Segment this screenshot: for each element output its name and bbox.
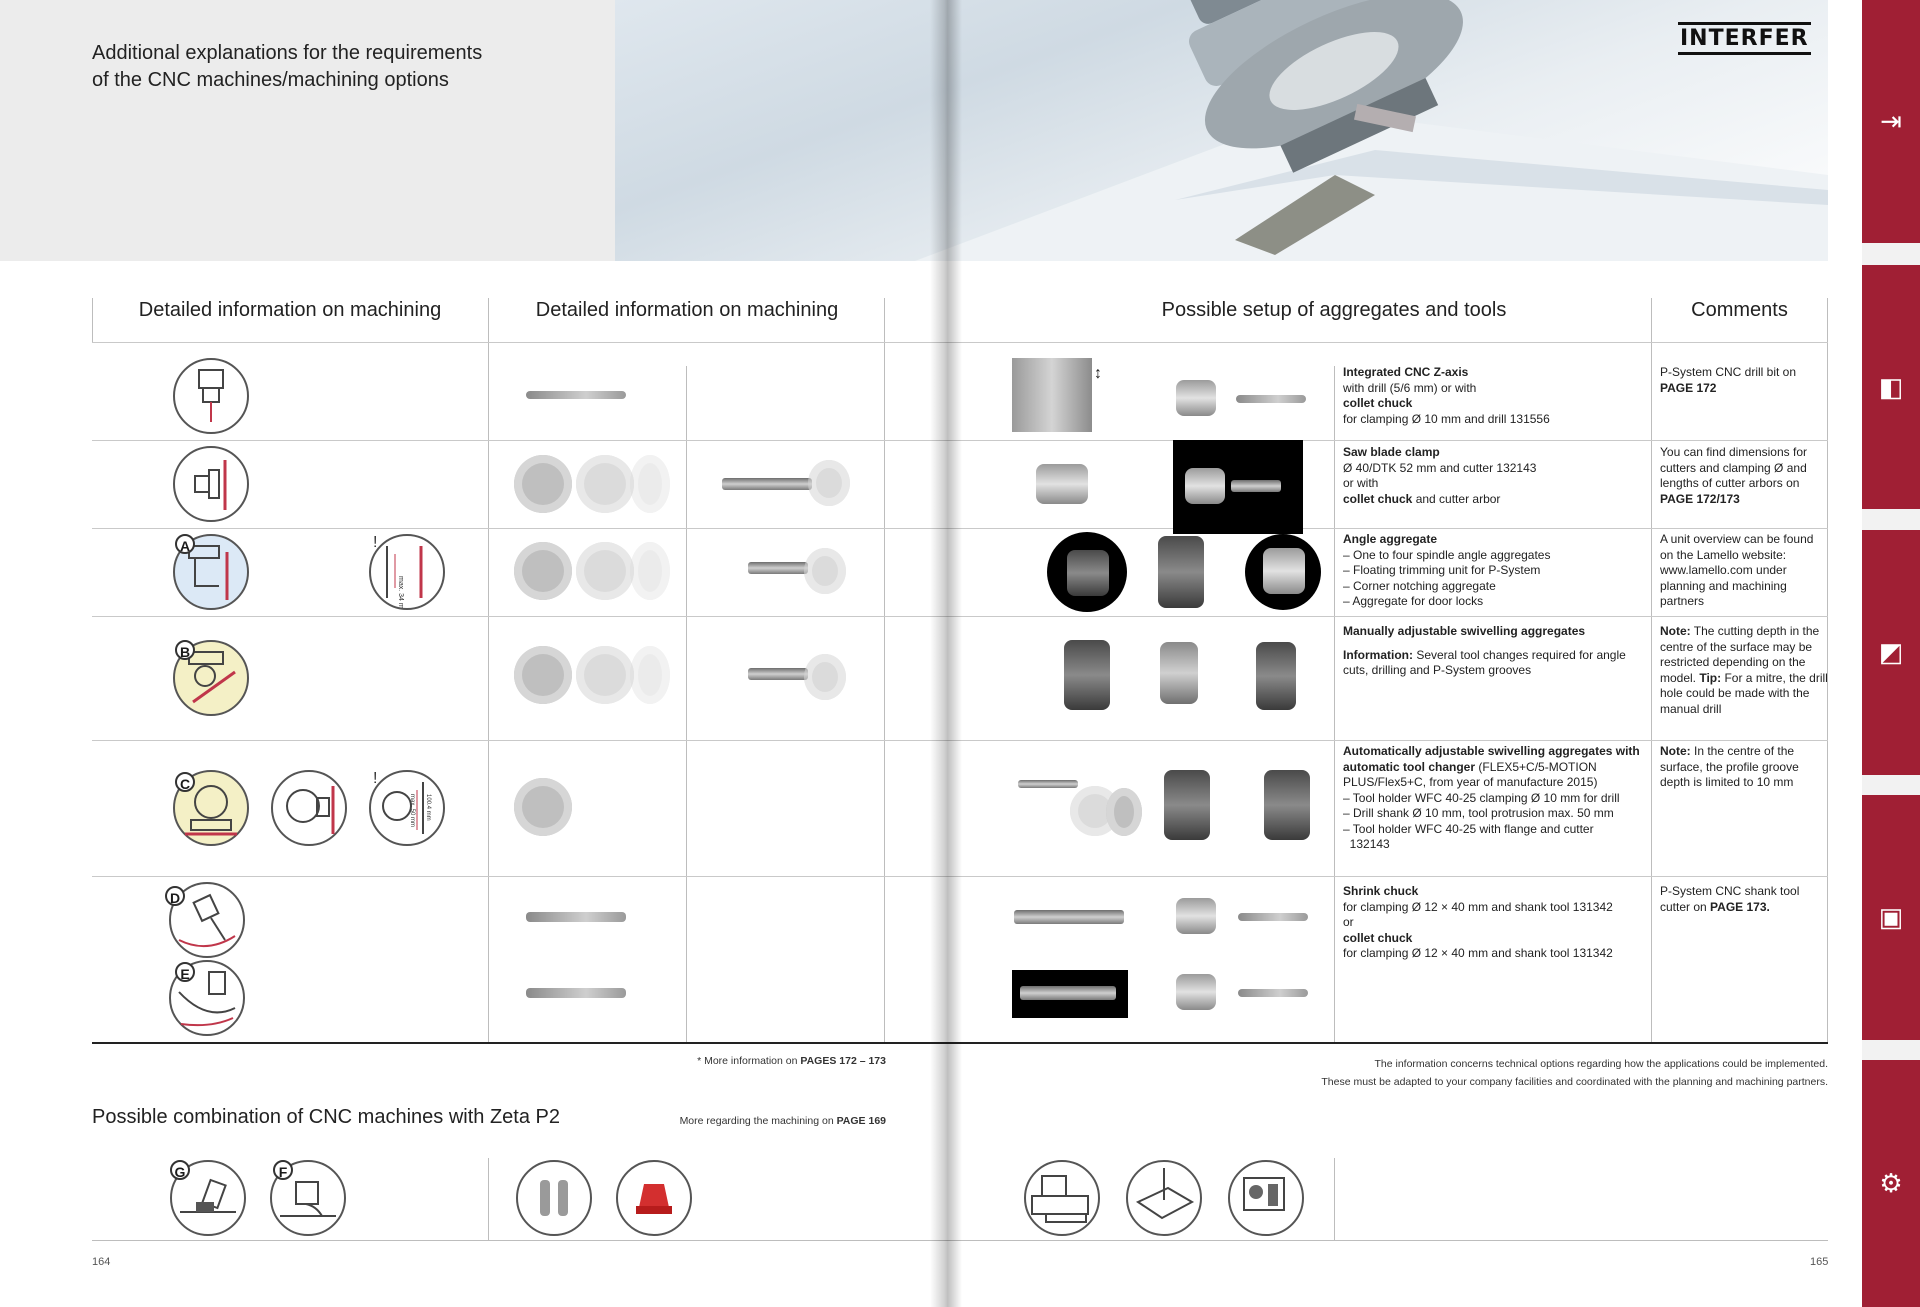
grid-line	[92, 616, 1828, 617]
cutter-image	[514, 455, 572, 513]
grid-line	[92, 876, 1828, 877]
row3-line: – Corner notching aggregate	[1343, 578, 1496, 593]
grid-line	[1334, 366, 1335, 1042]
cnc-spindle-image	[615, 0, 1828, 261]
shank-tool-image	[1238, 913, 1308, 921]
cutter-image	[630, 542, 670, 600]
saw-blade-diagram	[173, 446, 249, 522]
shrink-chuck-photo	[1012, 970, 1128, 1018]
row1-title: Integrated CNC Z-axis	[1343, 365, 1469, 379]
grid-line	[1334, 1158, 1335, 1240]
grid-line	[488, 1158, 489, 1240]
warning-mark: !	[373, 770, 378, 787]
row6-line: for clamping Ø 12 × 40 mm and shank tool 131342	[1343, 899, 1613, 914]
row4-note-text: The cutting depth in the centre of the surface may be restricted depending on the model.	[1660, 624, 1820, 685]
row4-info-text: Several tool changes required for angle cuts, drilling and P-System grooves	[1343, 647, 1626, 677]
drill-bit-image	[526, 391, 626, 399]
cabinet-icon: ◧	[1878, 371, 1904, 402]
tool-changer-aggregate-photo	[1164, 770, 1210, 840]
row5-comment	[1660, 744, 1830, 791]
badge-a: A	[175, 534, 195, 554]
row1-comment-page-link[interactable]: PAGE 172	[1660, 380, 1717, 395]
column-header-4: Comments	[1691, 299, 1788, 321]
row1-title2: collet chuck	[1343, 396, 1413, 410]
cutter-arbor-image	[722, 478, 812, 490]
furniture-icon: ▣	[1878, 902, 1904, 932]
cutter-image	[576, 455, 634, 513]
row5-line: 132143	[1343, 837, 1390, 851]
row2-comment-text: You can find dimensions for cutters and clamping Ø and lengths of cutter arbors on	[1660, 445, 1807, 490]
warning-mark: !	[373, 534, 378, 551]
combination-section-title: Possible combination of CNC machines with Zeta P2	[92, 1106, 560, 1128]
auto-swivel-dimension-diagram	[369, 770, 445, 846]
more-info-footnote	[600, 1055, 886, 1067]
cutter-arbor-image	[748, 562, 808, 574]
row2-comment	[1660, 445, 1830, 507]
page-number-right: 165	[1810, 1256, 1829, 1268]
grid-line	[92, 1240, 1828, 1241]
tab-furniture[interactable]	[1862, 795, 1920, 1040]
column-header-2: Detailed information on machining	[535, 299, 839, 321]
badge-d: D	[165, 886, 185, 906]
drill-image	[1018, 780, 1078, 788]
tab-doors[interactable]	[1862, 0, 1920, 243]
row2-line: Ø 40/DTK 52 mm and cutter 132143	[1343, 460, 1537, 475]
grid-line	[884, 298, 885, 1042]
cutter-image	[804, 654, 846, 700]
row6-description	[1343, 884, 1648, 962]
cutter-image	[1106, 788, 1142, 836]
section-tab-strip	[1862, 0, 1920, 1307]
row2-line: or with	[1343, 476, 1379, 490]
row4-comment	[1660, 624, 1830, 717]
collet-chuck-image	[1176, 974, 1216, 1010]
row3-description	[1343, 532, 1648, 610]
badge-f: F	[273, 1160, 293, 1180]
dimension-label: max. 34 mm	[397, 576, 404, 608]
row4-title: Manually adjustable swivelling aggregates	[1343, 624, 1586, 638]
column-header-1: Detailed information on machining	[138, 299, 442, 321]
aggregate-image	[1067, 550, 1109, 596]
grid-line	[92, 298, 93, 342]
cutter-image	[576, 542, 634, 600]
warning-icon	[373, 770, 377, 788]
grid-line	[92, 528, 1828, 529]
swivel-aggregate-photo	[1256, 642, 1296, 710]
tab-cabinets[interactable]	[1862, 265, 1920, 509]
row5-tail: (FLEX5+C/5-MOTION PLUS/Flex5+C, from year of manufacture 2015)	[1343, 759, 1598, 789]
panel-icon: ◩	[1878, 637, 1904, 667]
collet-chuck-image	[1176, 380, 1216, 416]
grid-line	[92, 740, 1828, 741]
cnc-machine-icon	[1024, 1160, 1100, 1236]
saw-blade-clamp-image	[1036, 464, 1088, 504]
cutter-image	[514, 778, 572, 836]
title-line-2: of the CNC machines/machining options	[92, 69, 449, 91]
row4-tip-text: For a mitre, the drill hole could be made with the manual drill	[1660, 670, 1828, 716]
cutter-image	[630, 455, 670, 513]
door-icon: ⇥	[1880, 106, 1902, 136]
dimension-label: max. 50 mm	[409, 794, 415, 828]
cutter-image	[514, 542, 572, 600]
title-line-1: Additional explanations for the requirements	[92, 42, 483, 64]
row6-title: Shrink chuck	[1343, 884, 1419, 898]
vertical-arrow-icon: ↕	[1094, 365, 1102, 382]
grid-line	[686, 366, 687, 1042]
p-system-connectors-image	[516, 1160, 592, 1236]
cnc-z-axis-photo	[1012, 358, 1092, 432]
cutter-image	[804, 548, 846, 594]
disclaimer-line-1: The information concerns technical options regarding how the applications could be implemented.	[1374, 1058, 1828, 1070]
row5-title: Automatically adjustable swivelling aggregates with automatic tool changer	[1343, 744, 1640, 774]
row3-comment: A unit overview can be found on the Lamello website: www.lamello.com under planning and machining partners	[1660, 532, 1814, 608]
tool-icon: ⚙	[1879, 1168, 1903, 1198]
dimension-label: 100.4 mm	[425, 794, 431, 821]
auto-swivel-side-diagram	[271, 770, 347, 846]
row5-line: – Tool holder WFC 40-25 clamping Ø 10 mm for drill	[1343, 790, 1620, 805]
drill-image	[1236, 395, 1306, 403]
page-number-left: 164	[92, 1256, 111, 1268]
tab-panels[interactable]	[1862, 530, 1920, 775]
footnote-page-link[interactable]: PAGES 172 – 173	[800, 1055, 886, 1067]
angle-aggregate-photo	[1158, 536, 1204, 608]
z-axis-diagram	[173, 358, 249, 434]
page-title	[92, 40, 512, 94]
angle-aggregate-photo	[1047, 532, 1127, 612]
column-header-3: Possible setup of aggregates and tools	[1161, 299, 1507, 321]
row1-comment	[1660, 365, 1830, 396]
row3-title: Angle aggregate	[1343, 532, 1438, 546]
cutter-image	[630, 646, 670, 704]
cutter-image	[514, 646, 572, 704]
swivel-aggregate-photo	[1064, 640, 1110, 710]
table-bottom-rule	[92, 1042, 1828, 1044]
disclaimer-note	[1100, 1055, 1828, 1091]
cutter-image	[576, 646, 634, 704]
row6-title2: collet chuck	[1343, 930, 1413, 945]
badge-g: G	[170, 1160, 190, 1180]
grid-line	[1651, 298, 1652, 1042]
row6-comment-page-link[interactable]: PAGE 173.	[1710, 899, 1770, 914]
angle-dimension-diagram	[369, 534, 445, 610]
row4-info-label: Information:	[1343, 647, 1413, 662]
arbor-image	[1231, 480, 1281, 492]
footnote-prefix: * More information on	[697, 1055, 801, 1067]
row2-comment-page-link[interactable]: PAGE 172/173	[1660, 491, 1740, 506]
row3-line: – Floating trimming unit for P-System	[1343, 563, 1541, 577]
row1-line2: for clamping Ø 10 mm and drill 131556	[1343, 411, 1550, 426]
badge-c: C	[175, 772, 195, 792]
combo-page-link[interactable]: PAGE 169	[836, 1115, 886, 1127]
badge-e: E	[175, 962, 195, 982]
row4-tip-label: Tip:	[1699, 670, 1722, 685]
row5-line: – Tool holder WFC 40-25 with flange and cutter	[1343, 821, 1594, 836]
red-connector-image	[616, 1160, 692, 1236]
warning-icon	[373, 534, 377, 552]
row6-line: or	[1343, 915, 1354, 929]
row2-tail: and cutter arbor	[1412, 491, 1501, 506]
collet-chuck-image	[1176, 898, 1216, 934]
grid-line	[488, 298, 489, 1042]
angle-aggregate-photo	[1245, 534, 1321, 610]
combination-more-note	[600, 1115, 886, 1127]
grid-line	[92, 342, 1828, 343]
row6-comment-text: P-System CNC shank tool cutter on	[1660, 884, 1800, 914]
shrink-chuck-image	[1020, 986, 1116, 1000]
row5-note-label: Note:	[1660, 744, 1691, 758]
brand-logo: INTERFER	[1678, 22, 1811, 55]
row6-comment	[1660, 884, 1830, 915]
combo-note-prefix: More regarding the machining on	[679, 1115, 837, 1127]
row1-line: with drill (5/6 mm) or with	[1343, 380, 1477, 395]
row2-title: Saw blade clamp	[1343, 445, 1440, 459]
row5-line: – Drill shank Ø 10 mm, tool protrusion max. 50 mm	[1343, 806, 1614, 820]
row2-title2: collet chuck	[1343, 491, 1413, 506]
aggregate-image	[1263, 548, 1305, 594]
row2-description	[1343, 445, 1648, 507]
swivel-aggregate-photo	[1160, 642, 1198, 704]
header-photo	[615, 0, 1828, 261]
row1-description	[1343, 365, 1648, 427]
cutter-arbor-image	[748, 668, 808, 680]
badge-b: B	[175, 640, 195, 660]
row4-note-label: Note:	[1660, 624, 1691, 638]
shrink-chuck-image	[1014, 910, 1124, 924]
row5-note-text: In the centre of the surface, the profile groove depth is limited to 10 mm	[1660, 744, 1799, 789]
cutter-image	[808, 460, 850, 506]
collet-chuck-arbor-photo	[1173, 440, 1303, 534]
row3-line: – One to four spindle angle aggregates	[1343, 547, 1551, 562]
row1-comment-text: P-System CNC drill bit on	[1660, 365, 1797, 379]
row3-line: – Aggregate for door locks	[1343, 594, 1484, 608]
shank-tool-image	[526, 988, 626, 998]
shank-tool-image	[1238, 989, 1308, 997]
row4-description	[1343, 624, 1648, 679]
collet-chuck-image	[1185, 468, 1225, 504]
grid-line	[92, 440, 1828, 441]
row5-description	[1343, 744, 1648, 853]
disclaimer-line-2: These must be adapted to your company facilities and coordinated with the planning and machining partners.	[1321, 1076, 1828, 1088]
shank-tool-image	[526, 912, 626, 922]
tab-frames[interactable]	[1862, 1060, 1920, 1307]
tool-changer-aggregate-photo	[1264, 770, 1310, 840]
drilling-panel-icon	[1126, 1160, 1202, 1236]
row6-line2: for clamping Ø 12 × 40 mm and shank tool 131342	[1343, 946, 1613, 960]
aggregate-machine-icon	[1228, 1160, 1304, 1236]
